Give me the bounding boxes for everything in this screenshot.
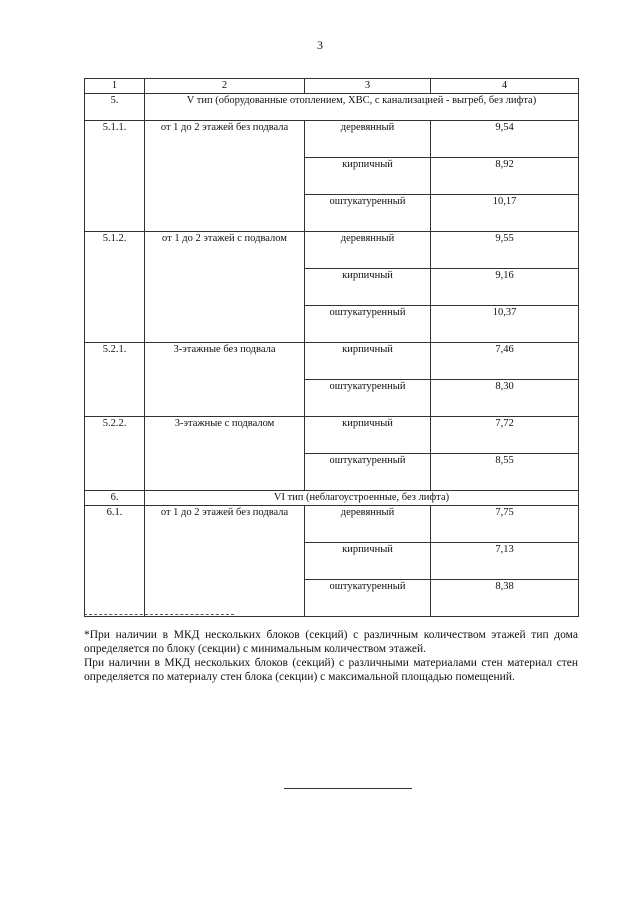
table-row bbox=[85, 417, 579, 454]
page-number: 3 bbox=[317, 38, 323, 52]
section-code: 6. bbox=[85, 491, 145, 506]
wall-material-cell: кирпичный bbox=[305, 343, 431, 380]
value-cell: 10,37 bbox=[431, 306, 579, 343]
value-cell: 9,55 bbox=[431, 232, 579, 269]
value-cell: 7,13 bbox=[431, 543, 579, 580]
wall-material-cell: деревянный bbox=[305, 506, 431, 543]
wall-material-cell: оштукатуренный bbox=[305, 306, 431, 343]
wall-material-cell: оштукатуренный bbox=[305, 580, 431, 617]
footnote bbox=[84, 628, 578, 684]
footnote-paragraph: При наличии в МКД нескольких блоков (секций) с различными материалами стен материал стен определяется по материалу стен блока (секции) с максимальной площадью помещений. bbox=[84, 657, 578, 683]
wall-material-cell: деревянный bbox=[305, 121, 431, 158]
wall-material-cell: кирпичный bbox=[305, 158, 431, 195]
group-description: 3-этажные с подвалом bbox=[145, 417, 305, 491]
wall-material-cell: оштукатуренный bbox=[305, 380, 431, 417]
value-cell: 8,38 bbox=[431, 580, 579, 617]
table-row bbox=[85, 121, 579, 158]
group-description: от 1 до 2 этажей без подвала bbox=[145, 506, 305, 617]
value-cell: 10,17 bbox=[431, 195, 579, 232]
group-code: 5.2.1. bbox=[85, 343, 145, 417]
table-header-row bbox=[85, 79, 579, 94]
footnote-paragraph: *При наличии в МКД нескольких блоков (секций) с различным количеством этажей тип дома определяется по блоку (секции) с минимальным количеством этажей. bbox=[84, 629, 578, 655]
section-code: 5. bbox=[85, 94, 145, 121]
header-cell: 1 bbox=[85, 79, 145, 94]
wall-material-cell: кирпичный bbox=[305, 269, 431, 306]
value-cell: 7,72 bbox=[431, 417, 579, 454]
value-cell: 9,16 bbox=[431, 269, 579, 306]
group-description: от 1 до 2 этажей с подвалом bbox=[145, 232, 305, 343]
table-row bbox=[85, 232, 579, 269]
value-cell: 8,92 bbox=[431, 158, 579, 195]
group-code: 6.1. bbox=[85, 506, 145, 617]
section-row bbox=[85, 94, 579, 121]
wall-material-cell: кирпичный bbox=[305, 417, 431, 454]
footnote-separator bbox=[84, 614, 234, 615]
value-cell: 9,54 bbox=[431, 121, 579, 158]
header-cell: 4 bbox=[431, 79, 579, 94]
wall-material-cell: кирпичный bbox=[305, 543, 431, 580]
group-code: 5.1.1. bbox=[85, 121, 145, 232]
header-cell: 2 bbox=[145, 79, 305, 94]
wall-material-cell: оштукатуренный bbox=[305, 454, 431, 491]
table-body bbox=[85, 79, 579, 617]
table-row bbox=[85, 343, 579, 380]
rates-table bbox=[84, 78, 579, 617]
value-cell: 7,75 bbox=[431, 506, 579, 543]
wall-material-cell: деревянный bbox=[305, 232, 431, 269]
value-cell: 8,30 bbox=[431, 380, 579, 417]
header-cell: 3 bbox=[305, 79, 431, 94]
end-line bbox=[284, 788, 412, 789]
section-title: V тип (оборудованные отоплением, ХВС, с канализацией - выгреб, без лифта) bbox=[145, 94, 579, 121]
value-cell: 8,55 bbox=[431, 454, 579, 491]
group-description: от 1 до 2 этажей без подвала bbox=[145, 121, 305, 232]
group-code: 5.1.2. bbox=[85, 232, 145, 343]
section-title: VI тип (неблагоустроенные, без лифта) bbox=[145, 491, 579, 506]
wall-material-cell: оштукатуренный bbox=[305, 195, 431, 232]
value-cell: 7,46 bbox=[431, 343, 579, 380]
group-description: 3-этажные без подвала bbox=[145, 343, 305, 417]
section-row bbox=[85, 491, 579, 506]
table-row bbox=[85, 506, 579, 543]
group-code: 5.2.2. bbox=[85, 417, 145, 491]
